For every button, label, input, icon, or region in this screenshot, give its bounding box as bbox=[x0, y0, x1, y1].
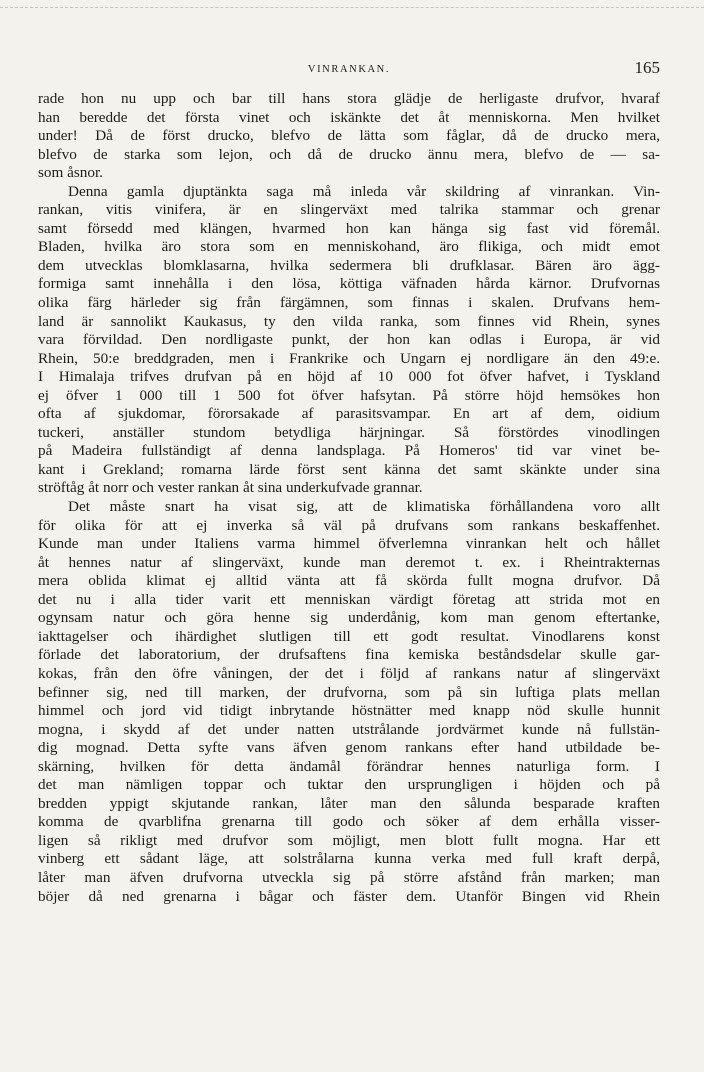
text-line: kant i Grekland; romarna lärde först sent känna det samt skänkte under sina bbox=[38, 460, 660, 478]
text-line: åt hennes natur af slingerväxt, kunde man deremot t. ex. i Rheintrakternas bbox=[38, 553, 660, 571]
text-line: han beredde det första vinet och iskänkte det åt menniskorna. Men hvilket bbox=[38, 108, 660, 126]
text-line: Kunde man under Italiens varma himmel öfverlemna vinrankan helt och hållet bbox=[38, 535, 660, 553]
text-line: ej öfver 1 000 till 1 500 fot öfver hafsytan. På större höjd hemsökes hon bbox=[38, 386, 660, 404]
text-line: tuckeri, anställer stundom betydliga härjningar. Så förstördes vinodlingen bbox=[38, 423, 660, 441]
text-line: det man nämligen toppar och tuktar den ursprungligen i höjden och på bbox=[38, 776, 660, 794]
text-line: blefvo de starka som lejon, och då de drucko ännu mera, blefvo de — sa- bbox=[38, 145, 660, 163]
text-line: Denna gamla djuptänkta saga må inleda vår skildring af vinrankan. Vin- bbox=[68, 182, 660, 200]
text-line: kokas, från den öfre våningen, der det i följd af rankans natur af slingerväxt bbox=[38, 664, 660, 682]
page-header bbox=[38, 58, 660, 82]
text-line: som åsnor. bbox=[38, 164, 103, 182]
text-line: Det måste snart ha visat sig, att de klimatiska förhållandena voro allt bbox=[68, 498, 660, 516]
text-line: bredden yppigt skjutande rankan, låter man den sålunda besparade kraften bbox=[38, 794, 660, 812]
text-line: dem utvecklas blomklasarna, hvilka sedermera bli drufklasar. Bären äro ägg- bbox=[38, 256, 660, 274]
text-line: dig mognad. Detta syfte vans äfven genom rankans efter hand utbildade be- bbox=[38, 739, 660, 757]
text-line: iakttagelser och ihärdighet slutligen till ett godt resultat. Vinodlarens konst bbox=[38, 627, 660, 645]
text-line: förlade det laboratorium, der drufsaftens fina kemiska beståndsdelar skulle gar- bbox=[38, 646, 660, 664]
page-top-edge bbox=[0, 7, 704, 8]
text-line: olika färg härleder sig från färgämnen, som finnas i skalen. Drufvans hem- bbox=[38, 294, 660, 312]
text-line: mogna, i skydd af det under natten utstrålande jordvärmet kunde nå fullstän- bbox=[38, 720, 660, 738]
text-line: på Madeira fullständigt af denna landsplaga. På Homeros' tid var vinet be- bbox=[38, 442, 660, 460]
text-line: land är sannolikt Kaukasus, ty den vilda ranka, som finnes vid Rhein, synes bbox=[38, 312, 660, 330]
text-line: mera oblida klimat ej alltid vänta att få skörda fullt mogna drufvor. Då bbox=[38, 572, 660, 590]
text-line: Rhein, 50:e breddgraden, men i Frankrike och Ungarn ej nordligare än den 49:e. bbox=[38, 349, 660, 367]
text-line: I Himalaja trifves drufvan på en höjd af 10 000 fot öfver hafvet, i Tyskland bbox=[38, 368, 660, 386]
text-line: samt försedd med klängen, hvarmed hon kan hänga sig fast vid föremål. bbox=[38, 219, 660, 237]
text-line: vinberg ett sådant läge, att solstrålarna kunna verka med full kraft derpå, bbox=[38, 850, 660, 868]
text-line: ogynsam natur och göra henne sig underdånig, kom man genom eftertanke, bbox=[38, 609, 660, 627]
text-line: ligen så rikligt med drufvor som möjligt, men blott fullt mogna. Har ett bbox=[38, 831, 660, 849]
text-line: under! Då de först drucko, blefvo de lätta som fåglar, då de drucko mera, bbox=[38, 127, 660, 145]
running-head: VINRANKAN. bbox=[307, 64, 391, 75]
page-number: 165 bbox=[634, 58, 660, 77]
text-line: skärning, hvilken för detta ändamål förändrar hennes naturliga form. I bbox=[38, 757, 660, 775]
text-line: befinner sig, ned till marken, der drufvorna, som på sin luftiga plats mellan bbox=[38, 683, 660, 701]
text-line: vara förvildad. Den nordligaste punkt, der hon kan odlas i Europa, är vid bbox=[38, 331, 660, 349]
text-line: rade hon nu upp och bar till hans stora glädje de herligaste drufvor, hvaraf bbox=[38, 90, 660, 107]
text-line: låter man äfven drufvorna utveckla sig på större afstånd från marken; man bbox=[38, 868, 660, 886]
text-line: formiga samt innehålla i den lösa, köttiga väfnaden hårda kärnor. Drufvornas bbox=[38, 275, 660, 293]
text-line: komma de qvarblifna grenarna till godo och söker af dem erhålla visser- bbox=[38, 813, 660, 831]
text-line: det nu i alla tider varit ett menniskan värdigt företag att strida mot en bbox=[38, 590, 660, 608]
text-line: himmel och jord vid tidigt inbrytande höstnätter med knapp nöd skulle hunnit bbox=[38, 702, 660, 720]
text-line: ströftåg åt norr och vester rankan åt sina underkufvade grannar. bbox=[38, 479, 423, 497]
text-line: Bladen, hvilka äro stora som en menniskohand, äro flikiga, och midt emot bbox=[38, 238, 660, 256]
body-text bbox=[38, 90, 660, 906]
text-line: ofta af sjukdomar, förorsakade af parasitsvampar. En art af dem, oidium bbox=[38, 405, 660, 423]
text-line: för olika för att ej inverka så väl på drufvans som rankans beskaffenhet. bbox=[38, 516, 660, 534]
text-line: rankan, vitis vinifera, är en slingerväxt med talrika stammar och grenar bbox=[38, 201, 660, 219]
text-line: böjer då ned grenarna i bågar och fäster dem. Utanför Bingen vid Rhein bbox=[38, 887, 660, 905]
